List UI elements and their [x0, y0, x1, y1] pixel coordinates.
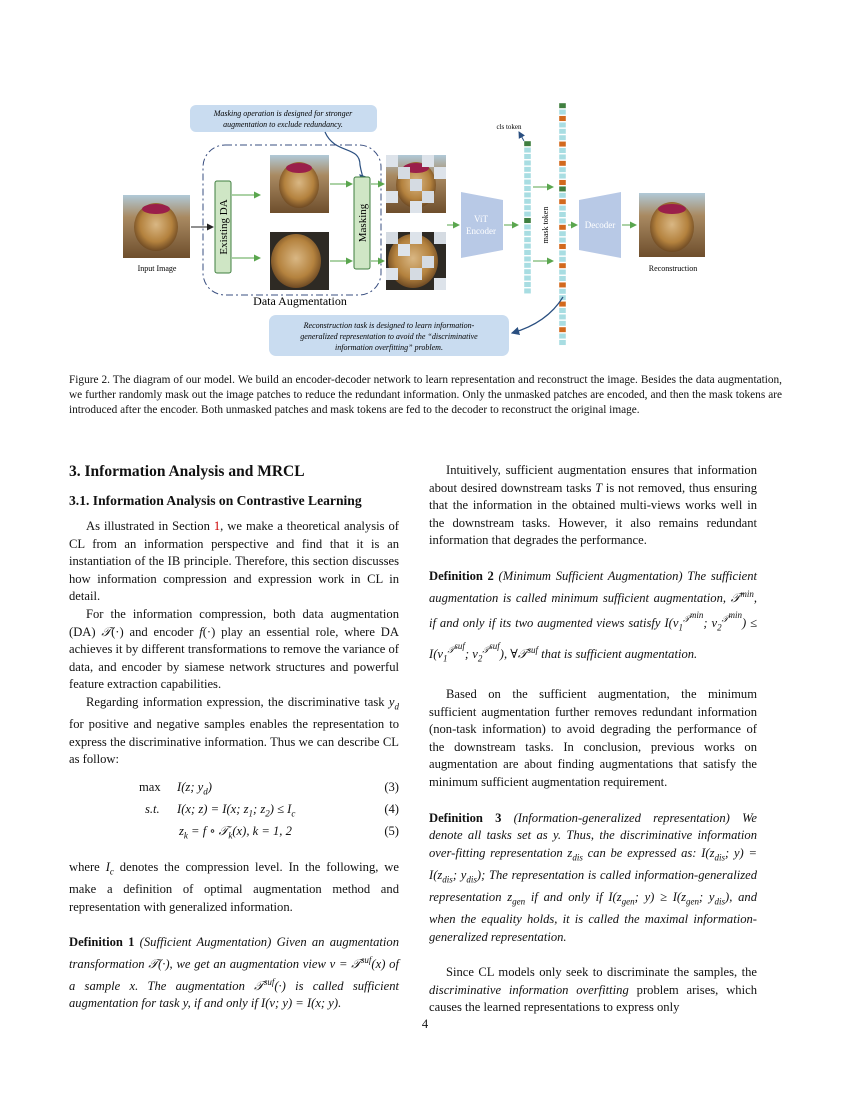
paragraph: Based on the sufficient augmentation, the minimum sufficient augmentation further removes redundant information (non-task information) to avoid degrading the performance of the downstream tasks. In conclusion, previous works on augmentation are about finding augmentations that satisfy the minimum sufficient augmentation requirement.	[429, 686, 757, 789]
encoded-token	[524, 231, 531, 236]
mask-token-label: mask token	[541, 206, 550, 244]
equation-5: $z_k = f$ ∘ 𝒯$_k$(x), k = 1, 2 (5)	[179, 823, 399, 841]
token	[559, 218, 566, 223]
section-title: 3. Information Analysis and MRCL	[69, 463, 305, 480]
equation-block	[69, 779, 399, 845]
encoded-token	[524, 282, 531, 287]
mask-token	[559, 141, 566, 146]
cls-token	[524, 141, 531, 146]
token	[559, 314, 566, 319]
equation-4: s.t. I(x; z) = I(x; $z_1$; $z_2) \le I_c$ (4)	[145, 801, 399, 819]
encoded-token	[524, 224, 531, 229]
token	[559, 289, 566, 294]
reconstruction-note-line3: information overfitting” problem.	[335, 343, 443, 352]
token	[559, 135, 566, 140]
paragraph: Regarding information expression, the discriminative task $y_d$ for positive and negative samples enables the representation to express the discriminative information. Thus we can describe CL as follow:	[69, 694, 399, 767]
token	[559, 122, 566, 127]
existing-da-label: Existing DA	[218, 199, 230, 255]
encoded-token	[524, 250, 531, 255]
definition-2: Definition 2 (Minimum Sufficient Augmentation) The sufficient augmentation is called minimum sufficient augmentation, 𝒯$^{min}$, if and only if its two augmented views satisfy $I(v_1^{𝒯^{min}}$; $v_2^{𝒯^{min}}) \le I(v_1^{𝒯^{suf}}$; $v_2^{𝒯^{suf}}$), ∀𝒯$^{suf}$ that is sufficient augmentation.	[429, 568, 758, 664]
encoded-token	[524, 243, 531, 248]
token	[559, 173, 566, 178]
encoded-token	[524, 154, 531, 159]
mask-token	[559, 161, 566, 166]
mask-token	[559, 244, 566, 249]
encoded-token-column	[524, 141, 531, 294]
encoded-token	[524, 275, 531, 280]
vit-label-1: ViT	[474, 214, 488, 224]
page-number: 4	[421, 1017, 429, 1031]
subsection-title: 3.1. Information Analysis on Contrastive Learning	[69, 493, 362, 508]
paragraph: For the information compression, both data augmentation (DA) 𝒯(·) and encoder f(·) play an essential role, where DA achieves it by different transformations to remove the variance of data, and encoder by siamese network structures and powerful feature extraction capabilities.	[69, 606, 399, 692]
masking-label: Masking	[357, 203, 369, 243]
token	[559, 212, 566, 217]
masked-view-1	[386, 155, 446, 213]
augmented-view-1	[270, 155, 329, 213]
model-diagram	[70, 85, 782, 360]
token	[559, 269, 566, 274]
equation-3: max I(z; $y_d$) (3)	[139, 779, 399, 797]
left-column	[69, 462, 399, 1013]
token	[559, 103, 566, 108]
encoded-token	[524, 186, 531, 191]
encoded-token	[524, 211, 531, 216]
token	[559, 186, 566, 191]
encoded-token	[524, 205, 531, 210]
vit-encoder	[461, 192, 503, 258]
token	[559, 321, 566, 326]
masking-note-line2: augmentation to exclude redundancy.	[223, 120, 343, 129]
token	[559, 167, 566, 172]
input-image-label: Input Image	[137, 264, 177, 273]
token	[559, 193, 566, 198]
augmented-view-2	[270, 232, 329, 290]
paragraph: Intuitively, sufficient augmentation ensures that information about desired downstream tasks T is not removed, thus ensuring that the information in the obtained multi-views works well in the downstream tasks. However, it also remains redundant information that degrades the performance.	[429, 463, 757, 548]
paragraph: where $I_c$ denotes the compression level. In the following, we make a definition of optimal augmentation method and representation with generalized information.	[69, 859, 399, 914]
encoded-token	[524, 288, 531, 293]
mask-token	[559, 199, 566, 204]
masking-note-line1: Masking operation is designed for stronger	[213, 109, 353, 118]
decoder-label: Decoder	[584, 220, 616, 230]
reconstruction-label: Reconstruction	[648, 264, 698, 273]
mask-token	[559, 116, 566, 121]
token	[559, 257, 566, 262]
reconstruction-note-line2: generalized representation to avoid the “discriminative	[300, 332, 478, 341]
input-image	[123, 195, 190, 258]
encoded-token	[524, 179, 531, 184]
cls-token-label: cls token	[496, 123, 522, 131]
token	[559, 237, 566, 242]
token	[559, 129, 566, 134]
reconstruction-note-line1: Reconstruction task is designed to learn information-	[303, 321, 475, 330]
mask-token	[559, 282, 566, 287]
data-augmentation-label: Data Augmentation	[253, 294, 347, 308]
mask-token	[559, 225, 566, 230]
paragraph: As illustrated in Section 1, we make a theoretical analysis of CL from an information perspective and find that it is an instantiation of the IB principle. Therefore, this section discusses how information compression and expression work in CL in detail.	[69, 519, 399, 604]
cls-token	[524, 218, 531, 223]
encoded-token	[524, 173, 531, 178]
encoded-token	[524, 263, 531, 268]
paragraph: Since CL models only seek to discriminate the samples, the discriminative information overfitting problem arises, which causes the learned representations to express only	[429, 965, 757, 1015]
definition-3: Definition 3 (Information-generalized representation) We denote all tasks set as y. Thus, the discriminative information over-fitting representation $z_{dis}$ can be expressed as: $I(z_{dis}$; $y) = I(z_{dis}$; $y_{dis}$); The representation is called information-generalized representation $z_{gen}$ if and only if $I(z_{gen}$; $y) \ge I(z_{gen}$; $y_{dis}$), and when the equality holds, it is called the maximal information-generalized representation.	[429, 810, 758, 944]
token	[559, 333, 566, 338]
section-ref-link[interactable]: 1	[213, 519, 221, 533]
figure-caption: Figure 2. The diagram of our model. We build an encoder-decoder network to learn representation and reconstruct the image. Besides the data augmentation, we further randomly mask out the image patches to reduce the redundant information. Only the unmasked patches are encoded, and then the mask tokens are introduced after the encoder. Both unmasked patches and mask tokens are fed to the decoder to reconstruct the original image.	[69, 374, 782, 417]
encoded-token	[524, 199, 531, 204]
masking-note	[190, 105, 377, 132]
token	[559, 308, 566, 313]
reconstruction-image	[639, 193, 705, 257]
encoded-token	[524, 237, 531, 242]
encoded-token	[524, 256, 531, 261]
mask-token	[559, 180, 566, 185]
encoded-token	[524, 192, 531, 197]
token	[559, 231, 566, 236]
masked-view-2	[386, 232, 446, 290]
encoded-token	[524, 167, 531, 172]
mask-token	[559, 263, 566, 268]
full-token-column	[559, 103, 566, 345]
right-column	[429, 462, 757, 1017]
definition-1: Definition 1 (Sufficient Augmentation) Given an augmentation transformation 𝒯(·), we get an augmentation view v = 𝒯$^{suf}$(x) of a sample x. The augmentation 𝒯$^{suf}$(·) is called sufficient augmentation for task y, if and only if I(v; y) = I(x; y).	[69, 935, 399, 1011]
encoded-token	[524, 269, 531, 274]
vit-label-2: Encoder	[466, 226, 496, 236]
token	[559, 205, 566, 210]
token	[559, 109, 566, 114]
token	[559, 250, 566, 255]
encoded-token	[524, 160, 531, 165]
token	[559, 154, 566, 159]
token	[559, 276, 566, 281]
encoded-token	[524, 147, 531, 152]
token	[559, 148, 566, 153]
mask-token	[559, 327, 566, 332]
token	[559, 340, 566, 345]
reconstruction-note	[269, 315, 509, 356]
